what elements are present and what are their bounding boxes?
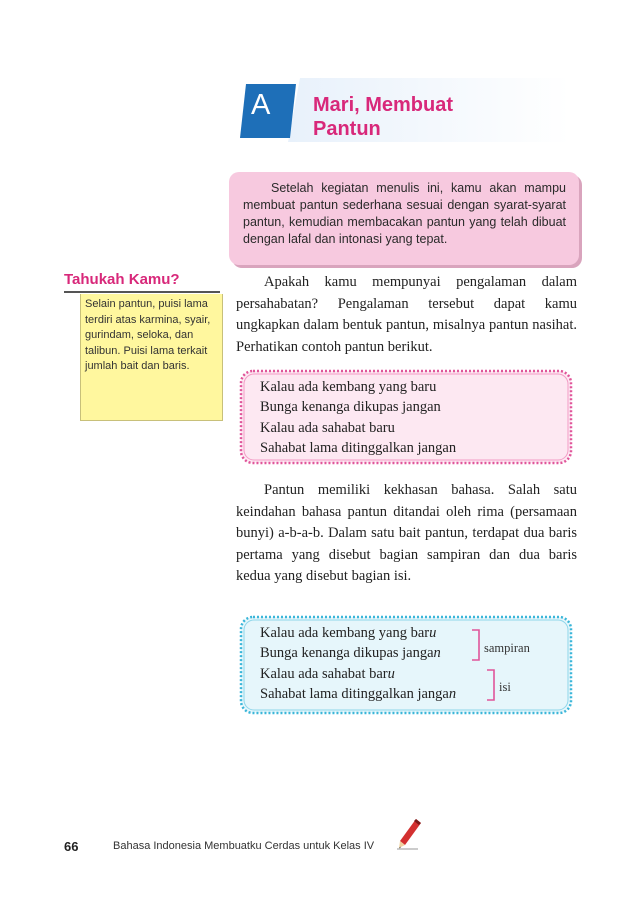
paragraph-rhyme-explanation: Pantun memiliki kekhasan bahasa. Salah satu keindahan bahasa pantun ditandai oleh rima (persamaan bunyi) a-b-a-b. Dalam satu bait pantun, terdapat dua baris pertama yang disebut bagian sampiran dan dua baris kedua yang disebut bagian isi. (236, 482, 577, 584)
section-letter: A (251, 89, 271, 121)
rhyme-a: u (387, 665, 395, 682)
objective-text: Setelah kegiatan menulis ini, kamu akan mampu membuat pantun sederhana sesuai dengan syarat-syarat pantun, kemudian membacakan pantun yang telah dibuat dengan lafal dan intonasi yang tepat. (243, 181, 566, 246)
page-number: 66 (64, 839, 79, 854)
isi-bracket (485, 668, 497, 702)
pantun-line: Kalau ada kembang yang baru (260, 625, 437, 641)
pantun-line: Bunga kenanga dikupas jangan (260, 645, 441, 662)
pantun-line: Kalau ada kembang yang baru (260, 379, 437, 395)
sidebar-divider (64, 291, 220, 293)
label-isi: isi (499, 680, 511, 694)
section-title-line2: Pantun (313, 118, 381, 140)
book-title: Bahasa Indonesia Membuatku Cerdas untuk Kelas IV (113, 840, 375, 852)
pencil-icon (396, 818, 422, 850)
sidebar-title: Tahukah Kamu? (64, 271, 180, 288)
sampiran-bracket (470, 628, 482, 662)
paragraph-intro: Apakah kamu mempunyai pengalaman dalam persahabatan? Pengalaman tersebut dapat kamu ungkapkan dalam bentuk pantun, misalnya pantun nasihat. Perhatikan contoh pantun berikut. (236, 274, 577, 355)
pantun-line: Sahabat lama ditinggalkan jangan (260, 685, 457, 702)
rhyme-a: u (429, 625, 437, 641)
label-sampiran: sampiran (484, 641, 530, 655)
pantun-line: Bunga kenanga dikupas jangan (260, 399, 441, 416)
pantun-structure-lines (260, 623, 456, 704)
section-title-line1: Mari, Membuat (313, 94, 454, 116)
pantun-line: Kalau ada sahabat baru (260, 665, 395, 682)
pantun-example (260, 377, 456, 458)
rhyme-b: n (448, 685, 457, 702)
pantun-line: Kalau ada sahabat baru (260, 419, 395, 436)
section-title (313, 93, 543, 141)
pantun-line: Sahabat lama ditinggalkan jangan (260, 439, 457, 456)
sidebar-text: Selain pantun, puisi lama terdiri atas karmina, syair, gurindam, seloka, dan talibun. Puisi lama terkait jumlah bait dan baris. (85, 298, 211, 372)
rhyme-b: n (433, 645, 441, 662)
